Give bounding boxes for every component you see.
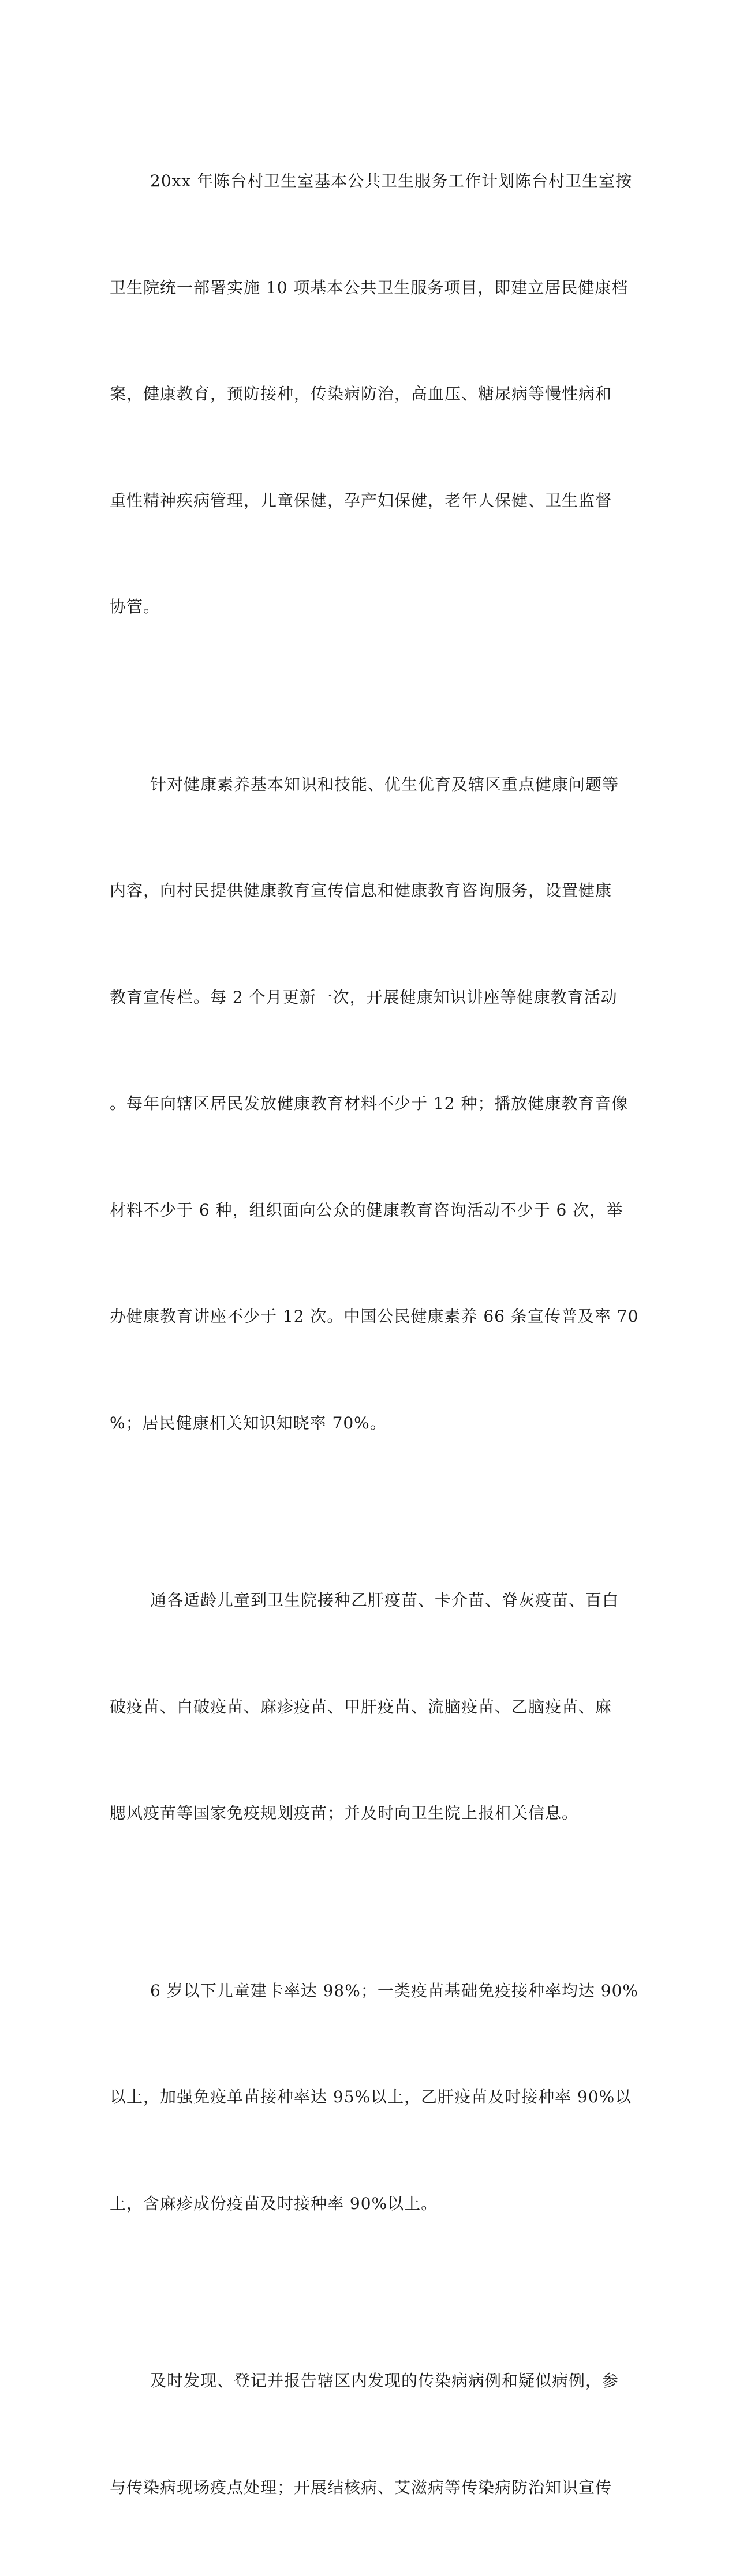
text-line: 材料不少于 6 种，组织面向公众的健康教育咨询活动不少于 6 次，举 bbox=[110, 1200, 623, 1220]
text-line: 腮风疫苗等国家免疫规划疫苗；并及时向卫生院上报相关信息。 bbox=[110, 1803, 579, 1823]
text-line: 卫生院统一部署实施 10 项基本公共卫生服务项目，即建立居民健康档 bbox=[110, 278, 629, 297]
paragraph-health-education bbox=[110, 696, 639, 1512]
document-body bbox=[110, 92, 639, 2576]
text-line: 以上，加强免疫单苗接种率达 95%以上，乙肝疫苗及时接种率 90%以 bbox=[110, 2087, 632, 2106]
text-line: 及时发现、登记并报告辖区内发现的传染病病例和疑似病例，参 bbox=[150, 2371, 619, 2390]
text-line: 。每年向辖区居民发放健康教育材料不少于 12 种；播放健康教育音像 bbox=[110, 1094, 629, 1113]
paragraph-immunization-rates bbox=[110, 1902, 638, 2293]
text-line: 针对健康素养基本知识和技能、优生优育及辖区重点健康问题等 bbox=[150, 774, 619, 794]
paragraph-service-plan bbox=[110, 92, 633, 696]
paragraph-vaccination bbox=[110, 1512, 621, 1902]
text-line: 重性精神疾病管理，儿童保健，孕产妇保健，老年人保健、卫生监督 bbox=[110, 490, 612, 510]
text-line: 与传染病现场疫点处理；开展结核病、艾滋病等传染病防治知识宣传 bbox=[110, 2477, 612, 2497]
text-line: 6 岁以下儿童建卡率达 98%；一类疫苗基础免疫接种率均达 90% bbox=[150, 1981, 638, 2000]
text-line: 教育宣传栏。每 2 个月更新一次，开展健康知识讲座等健康教育活动 bbox=[110, 987, 618, 1007]
text-line: 办健康教育讲座不少于 12 次。中国公民健康素养 66 条宣传普及率 70 bbox=[110, 1307, 639, 1326]
text-line: 内容，向村民提供健康教育宣传信息和健康教育咨询服务，设置健康 bbox=[110, 881, 612, 900]
text-line: 通各适龄儿童到卫生院接种乙肝疫苗、卡介苗、脊灰疫苗、百白 bbox=[150, 1591, 619, 1610]
text-line: 上，含麻疹成份疫苗及时接种率 90%以上。 bbox=[110, 2193, 438, 2213]
paragraph-infectious-disease bbox=[110, 2292, 621, 2576]
text-line: 案，健康教育，预防接种，传染病防治，高血压、糖尿病等慢性病和 bbox=[110, 384, 612, 403]
text-line: %；居民健康相关知识知晓率 70%。 bbox=[110, 1413, 387, 1433]
text-line: 破疫苗、白破疫苗、麻疹疫苗、甲肝疫苗、流脑疫苗、乙脑疫苗、麻 bbox=[110, 1697, 612, 1716]
text-line: 协管。 bbox=[110, 597, 160, 616]
text-line: 20xx 年陈台村卫生室基本公共卫生服务工作计划陈台村卫生室按 bbox=[150, 171, 633, 190]
